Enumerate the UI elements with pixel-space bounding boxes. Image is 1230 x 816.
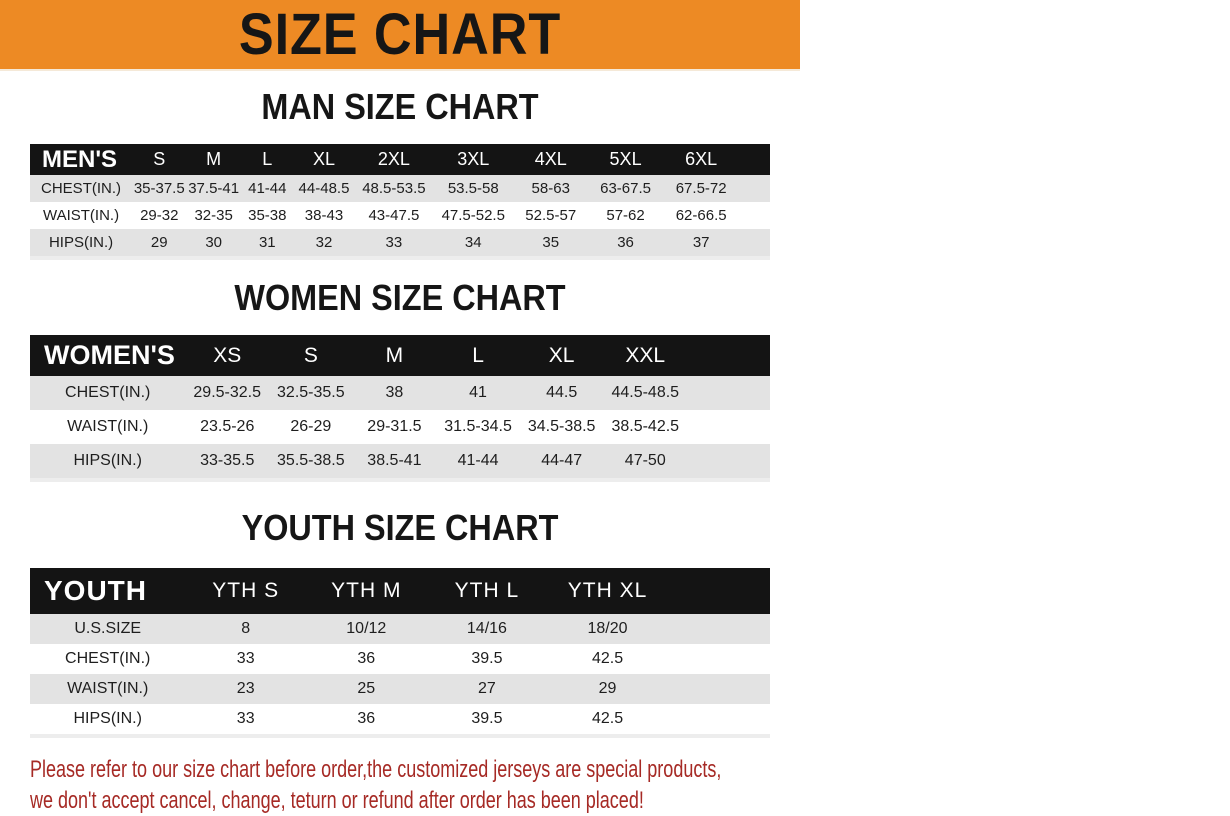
order-disclaimer (30, 754, 1230, 816)
row-filler (687, 410, 770, 444)
women-size-table (30, 335, 770, 482)
size-value-cell: 37 (663, 229, 740, 258)
size-value-cell: 35-37.5 (132, 175, 186, 202)
row-label: HIPS(IN.) (30, 229, 132, 258)
size-value-cell: 34 (434, 229, 513, 258)
size-value-cell: 8 (185, 614, 306, 644)
row-label: WAIST(IN.) (30, 674, 185, 704)
size-value-cell: 63-67.5 (589, 175, 663, 202)
measurement-row (30, 444, 770, 480)
size-column-header: L (241, 144, 294, 175)
youth-section-title-text: YOUTH SIZE CHART (241, 507, 559, 548)
table-corner-label: MEN'S (30, 144, 132, 175)
size-value-cell: 41-44 (241, 175, 294, 202)
size-value-cell: 32.5-35.5 (269, 376, 353, 410)
size-value-cell: 42.5 (547, 644, 668, 674)
size-value-cell: 53.5-58 (434, 175, 513, 202)
size-column-header: 6XL (663, 144, 740, 175)
size-value-cell: 32 (294, 229, 354, 258)
size-value-cell: 31.5-34.5 (436, 410, 520, 444)
measurement-row (30, 614, 770, 644)
size-column-header: M (186, 144, 240, 175)
row-label: HIPS(IN.) (30, 704, 185, 736)
size-value-cell: 38.5-41 (353, 444, 437, 480)
banner-title: SIZE CHART (238, 1, 562, 67)
size-value-cell: 48.5-53.5 (354, 175, 433, 202)
row-label: WAIST(IN.) (30, 410, 185, 444)
size-value-cell: 29 (547, 674, 668, 704)
row-label: HIPS(IN.) (30, 444, 185, 480)
measurement-row (30, 704, 770, 736)
man-section-title (0, 86, 800, 130)
size-value-cell: 43-47.5 (354, 202, 433, 229)
size-value-cell: 52.5-57 (513, 202, 589, 229)
row-filler (740, 229, 770, 258)
row-label: WAIST(IN.) (30, 202, 132, 229)
size-value-cell: 33 (185, 704, 306, 736)
size-value-cell: 33-35.5 (185, 444, 269, 480)
size-value-cell: 31 (241, 229, 294, 258)
size-value-cell: 29-32 (132, 202, 186, 229)
size-value-cell: 44-48.5 (294, 175, 354, 202)
size-value-cell: 33 (354, 229, 433, 258)
size-value-cell: 35-38 (241, 202, 294, 229)
size-value-cell: 44.5-48.5 (603, 376, 687, 410)
header-filler (740, 144, 770, 175)
size-value-cell: 36 (306, 704, 427, 736)
size-value-cell: 32-35 (186, 202, 240, 229)
women-section-title (0, 277, 800, 321)
men-header-row (30, 144, 770, 175)
size-column-header: L (436, 335, 520, 376)
size-column-header: S (132, 144, 186, 175)
measurement-row (30, 644, 770, 674)
size-column-header: YTH XL (547, 568, 668, 614)
row-label: CHEST(IN.) (30, 644, 185, 674)
size-column-header: YTH L (427, 568, 548, 614)
measurement-row (30, 202, 770, 229)
row-filler (668, 674, 770, 704)
size-value-cell: 23 (185, 674, 306, 704)
size-value-cell: 58-63 (513, 175, 589, 202)
row-filler (668, 644, 770, 674)
size-column-header: 3XL (434, 144, 513, 175)
row-label: CHEST(IN.) (30, 376, 185, 410)
size-value-cell: 38.5-42.5 (603, 410, 687, 444)
size-column-header: 4XL (513, 144, 589, 175)
size-value-cell: 29 (132, 229, 186, 258)
size-value-cell: 39.5 (427, 704, 548, 736)
size-value-cell: 38 (353, 376, 437, 410)
measurement-row (30, 175, 770, 202)
measurement-row (30, 410, 770, 444)
size-value-cell: 35.5-38.5 (269, 444, 353, 480)
measurement-row (30, 674, 770, 704)
row-label: CHEST(IN.) (30, 175, 132, 202)
size-value-cell: 47-50 (603, 444, 687, 480)
size-value-cell: 41-44 (436, 444, 520, 480)
youth-section-title (0, 507, 800, 551)
header-filler (687, 335, 770, 376)
youth-header-row (30, 568, 770, 614)
size-value-cell: 36 (306, 644, 427, 674)
size-value-cell: 37.5-41 (186, 175, 240, 202)
size-value-cell: 38-43 (294, 202, 354, 229)
measurement-row (30, 376, 770, 410)
size-value-cell: 34.5-38.5 (520, 410, 604, 444)
disclaimer-line-2: we don't accept cancel, change, teturn or refund after order has been placed! (30, 787, 644, 814)
size-value-cell: 30 (186, 229, 240, 258)
row-filler (687, 376, 770, 410)
women-header-row (30, 335, 770, 376)
women-section-title-text: WOMEN SIZE CHART (234, 277, 566, 318)
row-filler (668, 614, 770, 644)
size-column-header: M (353, 335, 437, 376)
row-filler (740, 202, 770, 229)
size-value-cell: 67.5-72 (663, 175, 740, 202)
size-value-cell: 62-66.5 (663, 202, 740, 229)
size-value-cell: 41 (436, 376, 520, 410)
size-column-header: S (269, 335, 353, 376)
measurement-row (30, 229, 770, 258)
size-value-cell: 29-31.5 (353, 410, 437, 444)
size-value-cell: 25 (306, 674, 427, 704)
size-column-header: XS (185, 335, 269, 376)
size-value-cell: 33 (185, 644, 306, 674)
size-column-header: 2XL (354, 144, 433, 175)
size-value-cell: 29.5-32.5 (185, 376, 269, 410)
size-value-cell: 27 (427, 674, 548, 704)
man-section-title-text: MAN SIZE CHART (261, 86, 539, 127)
size-value-cell: 18/20 (547, 614, 668, 644)
row-filler (740, 175, 770, 202)
size-value-cell: 26-29 (269, 410, 353, 444)
row-label: U.S.SIZE (30, 614, 185, 644)
size-value-cell: 23.5-26 (185, 410, 269, 444)
row-filler (687, 444, 770, 480)
size-column-header: XL (294, 144, 354, 175)
size-value-cell: 57-62 (589, 202, 663, 229)
header-filler (668, 568, 770, 614)
size-column-header: 5XL (589, 144, 663, 175)
size-column-header: YTH S (185, 568, 306, 614)
size-value-cell: 44-47 (520, 444, 604, 480)
table-corner-label: YOUTH (30, 568, 185, 614)
row-filler (668, 704, 770, 736)
size-value-cell: 10/12 (306, 614, 427, 644)
size-value-cell: 14/16 (427, 614, 548, 644)
table-corner-label: WOMEN'S (30, 335, 185, 376)
youth-size-table (30, 568, 770, 738)
size-value-cell: 47.5-52.5 (434, 202, 513, 229)
size-column-header: XL (520, 335, 604, 376)
size-column-header: YTH M (306, 568, 427, 614)
men-size-table (30, 144, 770, 260)
size-value-cell: 39.5 (427, 644, 548, 674)
disclaimer-line-1: Please refer to our size chart before order,the customized jerseys are special products, (30, 756, 722, 783)
size-value-cell: 36 (589, 229, 663, 258)
size-chart-banner (0, 0, 800, 71)
size-column-header: XXL (603, 335, 687, 376)
size-value-cell: 35 (513, 229, 589, 258)
size-value-cell: 42.5 (547, 704, 668, 736)
size-value-cell: 44.5 (520, 376, 604, 410)
